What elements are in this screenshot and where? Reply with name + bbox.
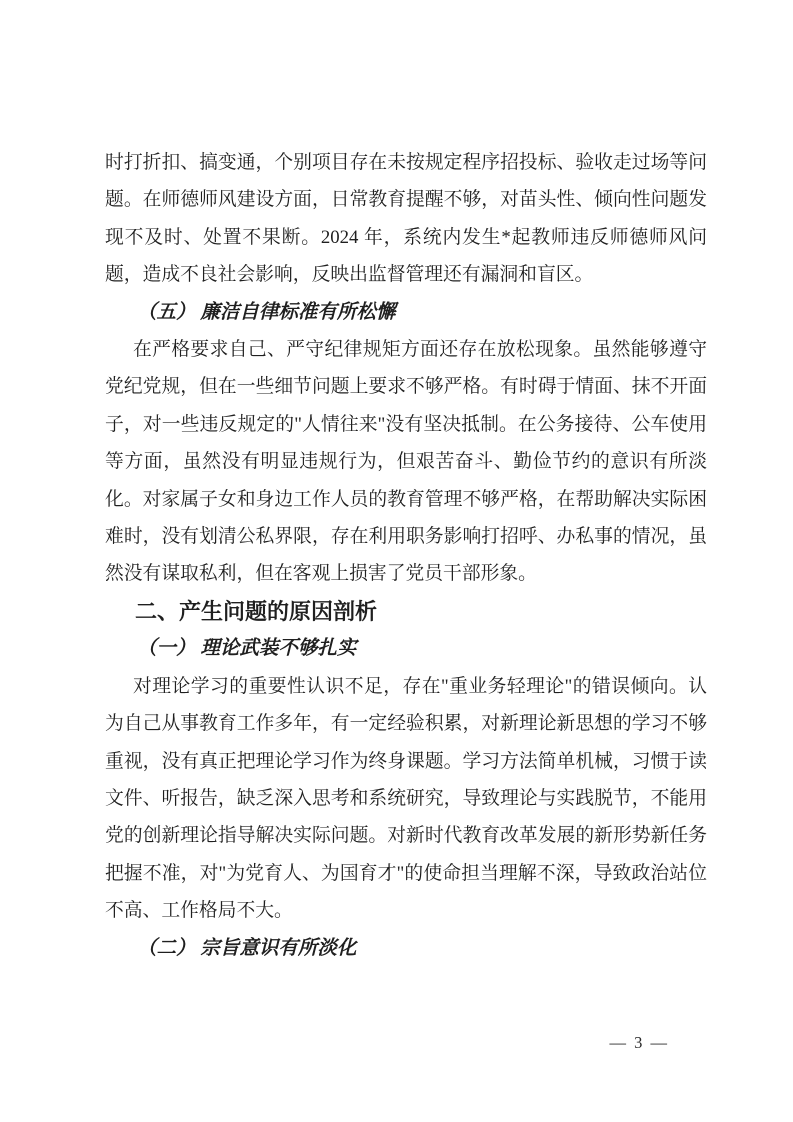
paragraph-continued: 时打折扣、搞变通，个别项目存在未按规定程序招投标、验收走过场等问题。在师德师风建设方面，日常教育提醒不够，对苗头性、倾向性问题发现不及时、处置不果断。2024 年，系统内发生*起教师违反师德师风问题，造成不良社会影响，反映出监督管理还有漏洞和盲区。 bbox=[105, 152, 707, 286]
sub-heading-item-1: （一） 理论武装不够扎实 bbox=[137, 638, 357, 660]
page-number: — 3 — bbox=[609, 1033, 669, 1052]
document-body bbox=[105, 144, 707, 967]
paragraph: 对理论学习的重要性认识不足，存在"重业务轻理论"的错误倾向。认为自己从事教育工作多年，有一定经验积累，对新理论新思想的学习不够重视，没有真正把理论学习作为终身课题。学习方法简单机械，习惯于读文件、听报告，缺乏深入思考和系统研究，导致理论与实践脱节，不能用党的创新理论指导解决实际问题。对新时代教育改革发展的新形势新任务把握不准，对"为党育人、为国育才"的使命担当理解不深，导致政治站位不高、工作格局不大。 bbox=[105, 675, 707, 922]
section-heading-2: 二、产生问题的原因剖析 bbox=[135, 598, 378, 624]
sub-heading-item-5: （五） 廉洁自律标准有所松懈 bbox=[137, 301, 396, 323]
sub-heading-item-2: （二） 宗旨意识有所淡化 bbox=[137, 937, 357, 959]
paragraph: 在严格要求自己、严守纪律规矩方面还存在放松现象。虽然能够遵守党纪党规，但在一些细节问题上要求不够严格。有时碍于情面、抹不开面子，对一些违反规定的"人情往来"没有坚决抵制。在公务接待、公车使用等方面，虽然没有明显违规行为，但艰苦奋斗、勤俭节约的意识有所淡化。对家属子女和身边工作人员的教育管理不够严格，在帮助解决实际困难时，没有划清公私界限，存在利用职务影响打招呼、办私事的情况，虽然没有谋取私利，但在客观上损害了党员干部形象。 bbox=[105, 339, 707, 585]
